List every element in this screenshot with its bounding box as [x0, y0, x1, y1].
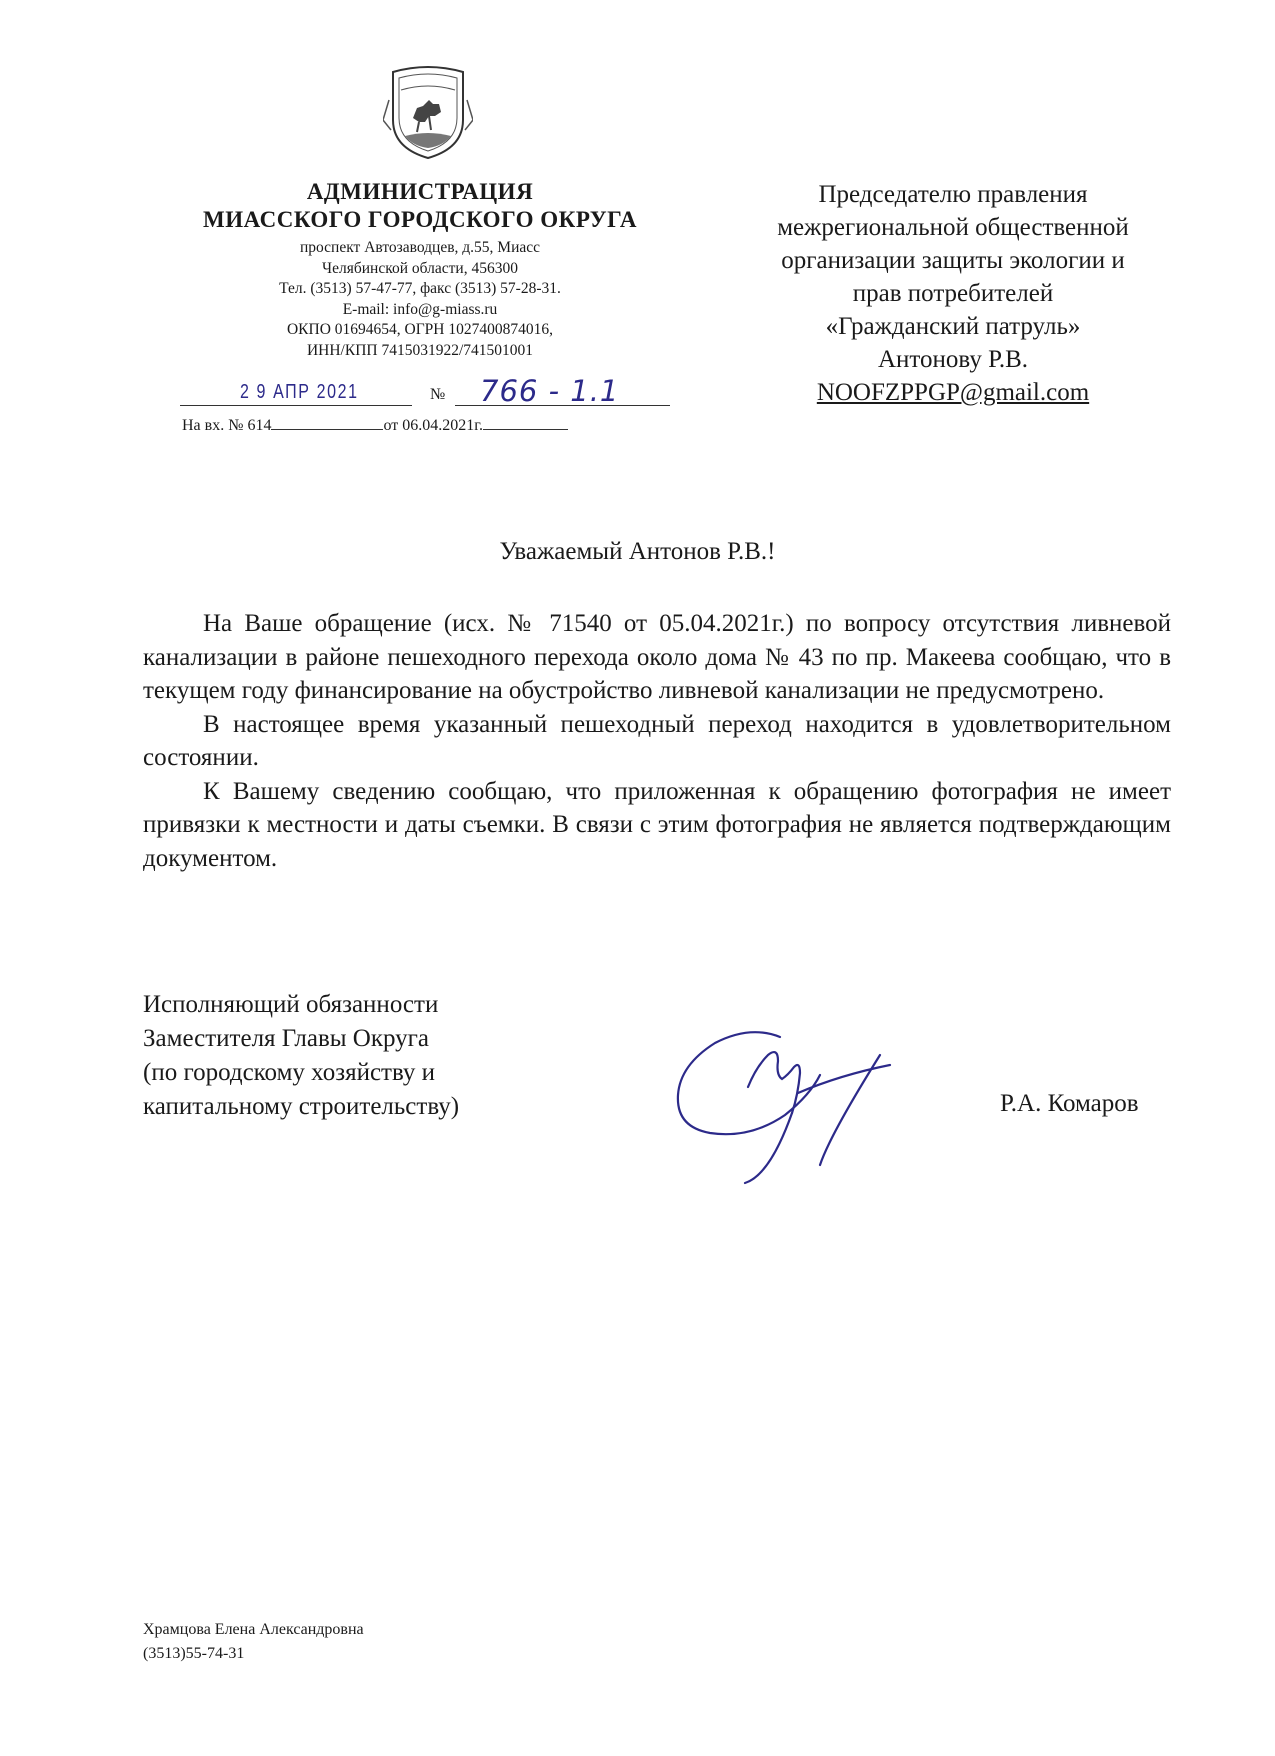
addressee-line3: организации защиты экологии и [781, 247, 1125, 274]
reg-number-label: № [430, 386, 446, 403]
position-line3: (по городскому хозяйству и [143, 1059, 436, 1086]
addressee-line1: Председателю правления [818, 181, 1088, 208]
org-phone: Тел. (3513) 57-47-77, факс (3513) 57-28-31. [279, 280, 561, 297]
addressee-line2: межрегиональной общественной [777, 214, 1129, 241]
date-underline [180, 405, 412, 406]
handwritten-signature [670, 1015, 910, 1190]
addressee-block [728, 178, 1178, 409]
org-details [170, 238, 670, 361]
org-email: E-mail: info@g-miass.ru [342, 300, 498, 318]
org-name-line2: МИАССКОГО ГОРОДСКОГО ОКРУГА [203, 207, 637, 232]
org-name-line1: АДМИНИСТРАЦИЯ [306, 179, 534, 204]
org-address-line2: Челябинской области, 456300 [322, 259, 518, 277]
org-inn: ИНН/КПП 7415031922/741501001 [306, 341, 534, 359]
number-underline [455, 405, 670, 406]
letter-body [143, 607, 1171, 875]
position-line4: капитальному строительству) [143, 1093, 460, 1120]
org-codes: ОКПО 01694654, ОГРН 1027400874016, [286, 321, 553, 338]
position-line2: Заместителя Главы Округа [143, 1025, 430, 1052]
paragraph-1: На Ваше обращение (исх. № 71540 от 05.04.2021г.) по вопросу отсутствия ливневой канализации в районе пешеходного перехода около дома № 43 по пр. Макеева сообщаю, что в текущем году финансирование на обустройство ливневой канализации не предусмотрено. [143, 610, 1171, 704]
organization-block [170, 178, 670, 361]
coat-of-arms-icon [383, 60, 473, 162]
executor-info [143, 1618, 364, 1666]
registration-date-stamp: 2 9 АПР 2021 [240, 381, 359, 403]
addressee-email: NOOFZPPGP@gmail.com [816, 379, 1090, 406]
incoming-reference [182, 414, 568, 435]
registration-number: 766 - 1.1 [480, 374, 620, 408]
incoming-number: На вх. № 614 [182, 417, 272, 434]
paragraph-2: В настоящее время указанный пешеходный переход находится в удовлетворительном состоянии. [143, 710, 1171, 771]
executor-phone: (3513)55-74-31 [143, 1645, 245, 1662]
addressee-line5: «Гражданский патруль» [825, 313, 1081, 340]
org-address-line1: проспект Автозаводцев, д.55, Миасс [299, 239, 541, 256]
greeting: Уважаемый Антонов Р.В.! [499, 538, 776, 565]
addressee-name: Антонову Р.В. [877, 346, 1029, 373]
paragraph-3: К Вашему сведению сообщаю, что приложенная к обращению фотография не имеет привязки к местности и даты съемки. В связи с этим фотография не является подтверждающим документом. [143, 777, 1171, 872]
executor-name: Храмцова Елена Александровна [143, 1621, 364, 1638]
signer-position [143, 988, 459, 1124]
signer-name: Р.А. Комаров [1000, 1090, 1139, 1117]
addressee-line4: прав потребителей [852, 280, 1054, 307]
incoming-date: от 06.04.2021г. [383, 417, 484, 434]
position-line1: Исполняющий обязанности [143, 991, 439, 1018]
